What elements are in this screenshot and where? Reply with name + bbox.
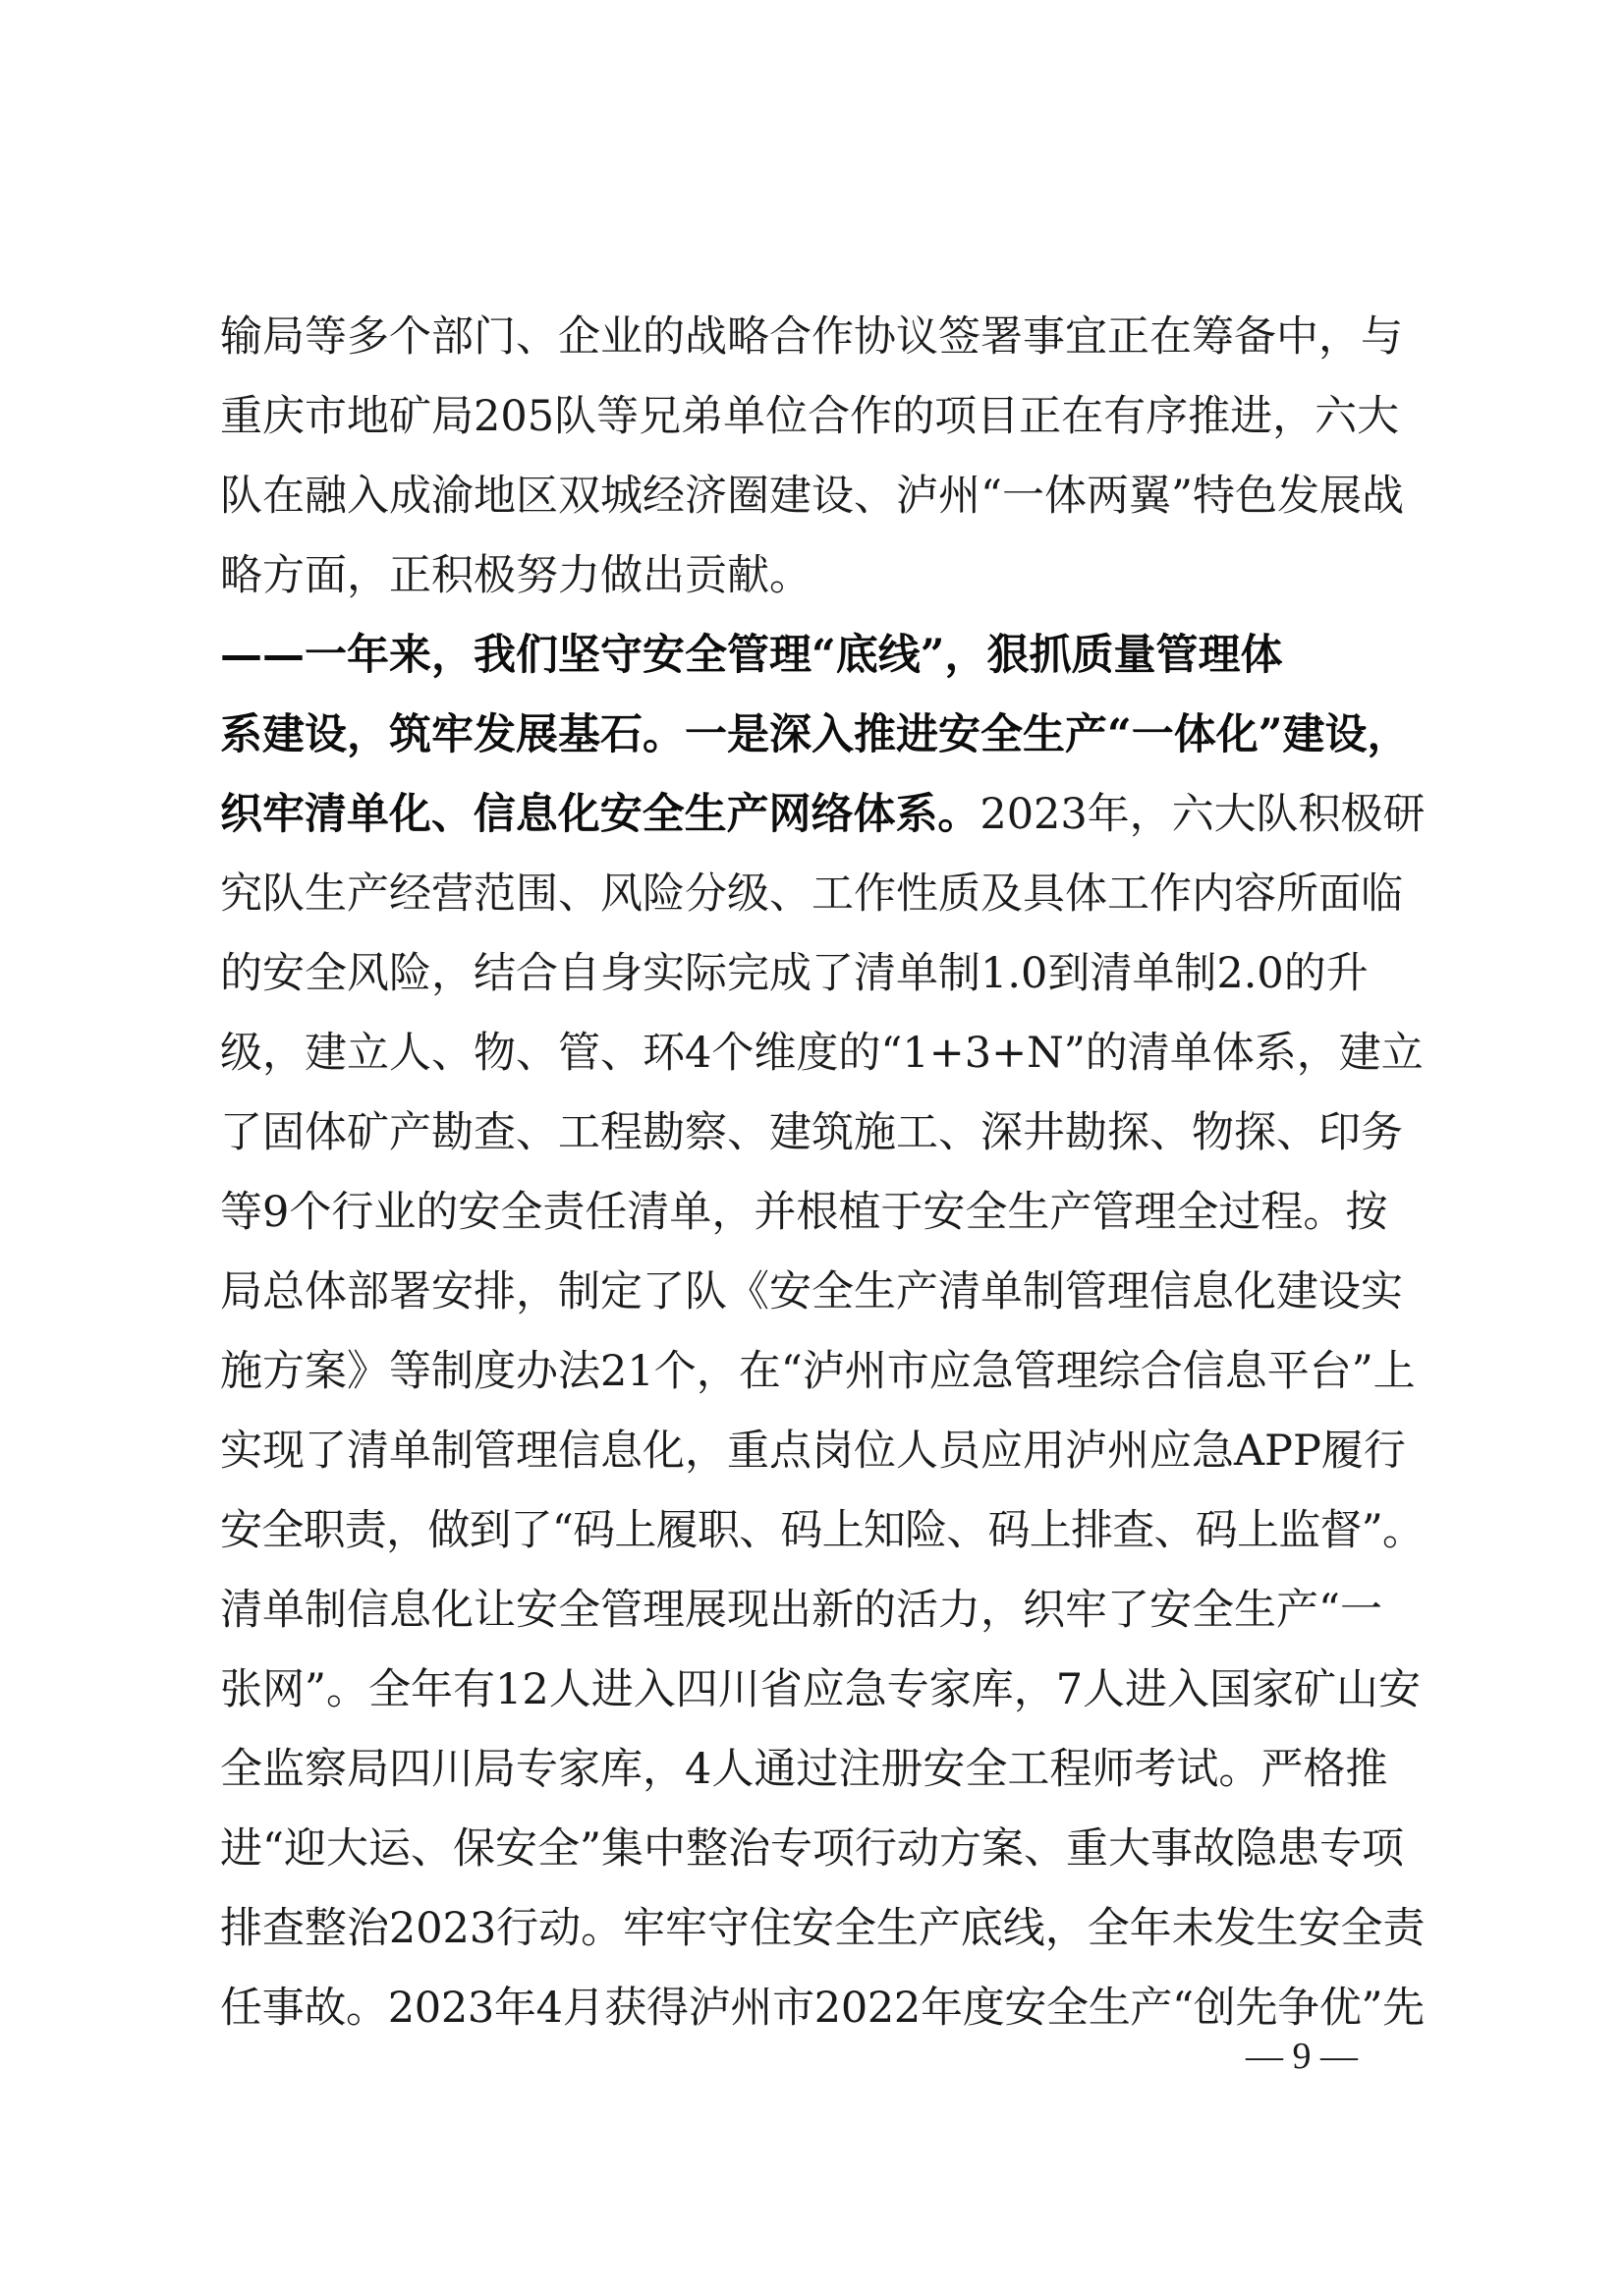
text-line-13: 局总体部署安排，制定了队《安全生产清单制管理信息化建设实 <box>220 1267 1403 1316</box>
text-line-8: 究队生产经营范围、风险分级、工作性质及具体工作内容所面临 <box>220 869 1403 919</box>
text-line-10: 级，建立人、物、管、环4个维度的“1+3+N”的清单体系，建立 <box>220 1029 1424 1078</box>
text-line-3: 队在融入成渝地区双城经济圈建设、泸州“一体两翼”特色发展战 <box>220 472 1404 521</box>
text-line-22: 任事故。2023年4月获得泸州市2022年度安全生产“创先争优”先 <box>220 1984 1425 2033</box>
text-line-20: 进“迎大运、保安全”集中整治专项行动方案、重大事故隐患专项 <box>220 1824 1404 1874</box>
text-line-7 <box>220 775 1425 855</box>
page-number: — 9 — <box>1246 2036 1358 2077</box>
text-line-7-bold-part: 织牢清单化、信息化安全生产网络体系。 <box>220 790 980 839</box>
text-line-5-bold: ——一年来，我们坚守安全管理“底线”，狠抓质量管理体 <box>220 631 1283 680</box>
text-line-12: 等9个行业的安全责任清单，并根植于安全生产管理全过程。按 <box>220 1188 1388 1237</box>
text-line-18: 张网”。全年有12人进入四川省应急专家库，7人进入国家矿山安 <box>220 1665 1422 1714</box>
text-line-4: 略方面，正积极努力做出贡献。 <box>220 551 812 600</box>
text-line-9: 的安全风险，结合自身实际完成了清单制1.0到清单制2.0的升 <box>220 949 1369 998</box>
body-text <box>220 298 1425 2048</box>
text-line-1: 输局等多个部门、企业的战略合作协议签署事宜正在筹备中，与 <box>220 312 1403 362</box>
text-line-6-bold: 系建设，筑牢发展基石。一是深入推进安全生产“一体化”建设， <box>220 710 1410 759</box>
text-line-14: 施方案》等制度办法21个，在“泸州市应急管理综合信息平台”上 <box>220 1347 1416 1396</box>
text-line-21: 排查整治2023行动。牢牢守住安全生产底线，全年未发生安全责 <box>220 1904 1425 1953</box>
text-line-15: 实现了清单制管理信息化，重点岗位人员应用泸州应急APP履行 <box>220 1427 1406 1476</box>
text-line-16: 安全职责，做到了“码上履职、码上知险、码上排查、码上监督”。 <box>220 1506 1425 1555</box>
text-line-17: 清单制信息化让安全管理展现出新的活力，织牢了安全生产“一 <box>220 1586 1382 1635</box>
text-line-11: 了固体矿产勘查、工程勘察、建筑施工、深井勘探、物探、印务 <box>220 1108 1403 1157</box>
text-line-19: 全监察局四川局专家库，4人通过注册安全工程师考试。严格推 <box>220 1745 1388 1794</box>
text-line-7-regular-part: 2023年，六大队积极研 <box>979 790 1425 839</box>
text-line-2: 重庆市地矿局205队等兄弟单位合作的项目正在有序推进，六大 <box>220 392 1400 441</box>
